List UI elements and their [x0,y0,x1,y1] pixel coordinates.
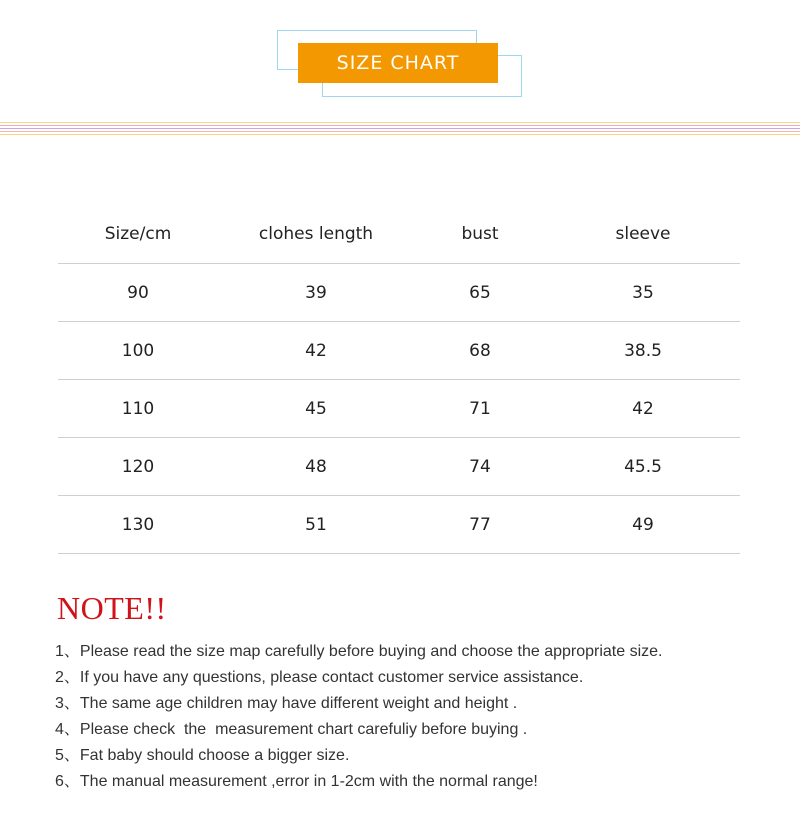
table-row [58,264,740,322]
note-item: 3、The same age children may have different weight and height . [55,695,518,712]
table-cell-clothes-length: 48 [218,438,414,496]
note-list [55,641,662,797]
table-row [58,438,740,496]
column-header-size: Size/cm [58,205,218,264]
note-item: 1、Please read the size map carefully before buying and choose the appropriate size. [55,643,663,660]
table-cell-size: 100 [58,322,218,380]
table-cell-clothes-length: 45 [218,380,414,438]
note-item: 4、Please check the measurement chart carefuliy before buying . [55,721,528,738]
table-cell-bust: 65 [414,264,546,322]
stripe [0,134,800,135]
stripe [0,128,800,129]
table-cell-sleeve: 42 [546,380,740,438]
table-cell-size: 120 [58,438,218,496]
size-chart-title: SIZE CHART [298,43,498,83]
column-header-sleeve: sleeve [546,205,740,264]
note-title: NOTE!! [57,590,167,626]
stripe [0,122,800,123]
size-table [58,205,740,554]
note-item: 5、Fat baby should choose a bigger size. [55,747,350,764]
table-cell-bust: 68 [414,322,546,380]
column-header-bust: bust [414,205,546,264]
table-cell-sleeve: 38.5 [546,322,740,380]
table-cell-clothes-length: 39 [218,264,414,322]
table-cell-bust: 77 [414,496,546,554]
table-cell-clothes-length: 51 [218,496,414,554]
table-cell-bust: 74 [414,438,546,496]
table-row [58,380,740,438]
table-cell-sleeve: 45.5 [546,438,740,496]
stripe [0,125,800,126]
column-header-clothes-length: clohes length [218,205,414,264]
stripe [0,131,800,132]
note-item: 2、If you have any questions, please contact customer service assistance. [55,669,584,686]
table-cell-clothes-length: 42 [218,322,414,380]
table-cell-bust: 71 [414,380,546,438]
note-item: 6、The manual measurement ,error in 1-2cm with the normal range! [55,773,538,790]
table-cell-sleeve: 35 [546,264,740,322]
decorative-stripes [0,122,800,136]
table-cell-size: 110 [58,380,218,438]
table-row [58,322,740,380]
table-cell-size: 130 [58,496,218,554]
table-header-row [58,205,740,264]
table-cell-size: 90 [58,264,218,322]
table-row [58,496,740,554]
table-cell-sleeve: 49 [546,496,740,554]
